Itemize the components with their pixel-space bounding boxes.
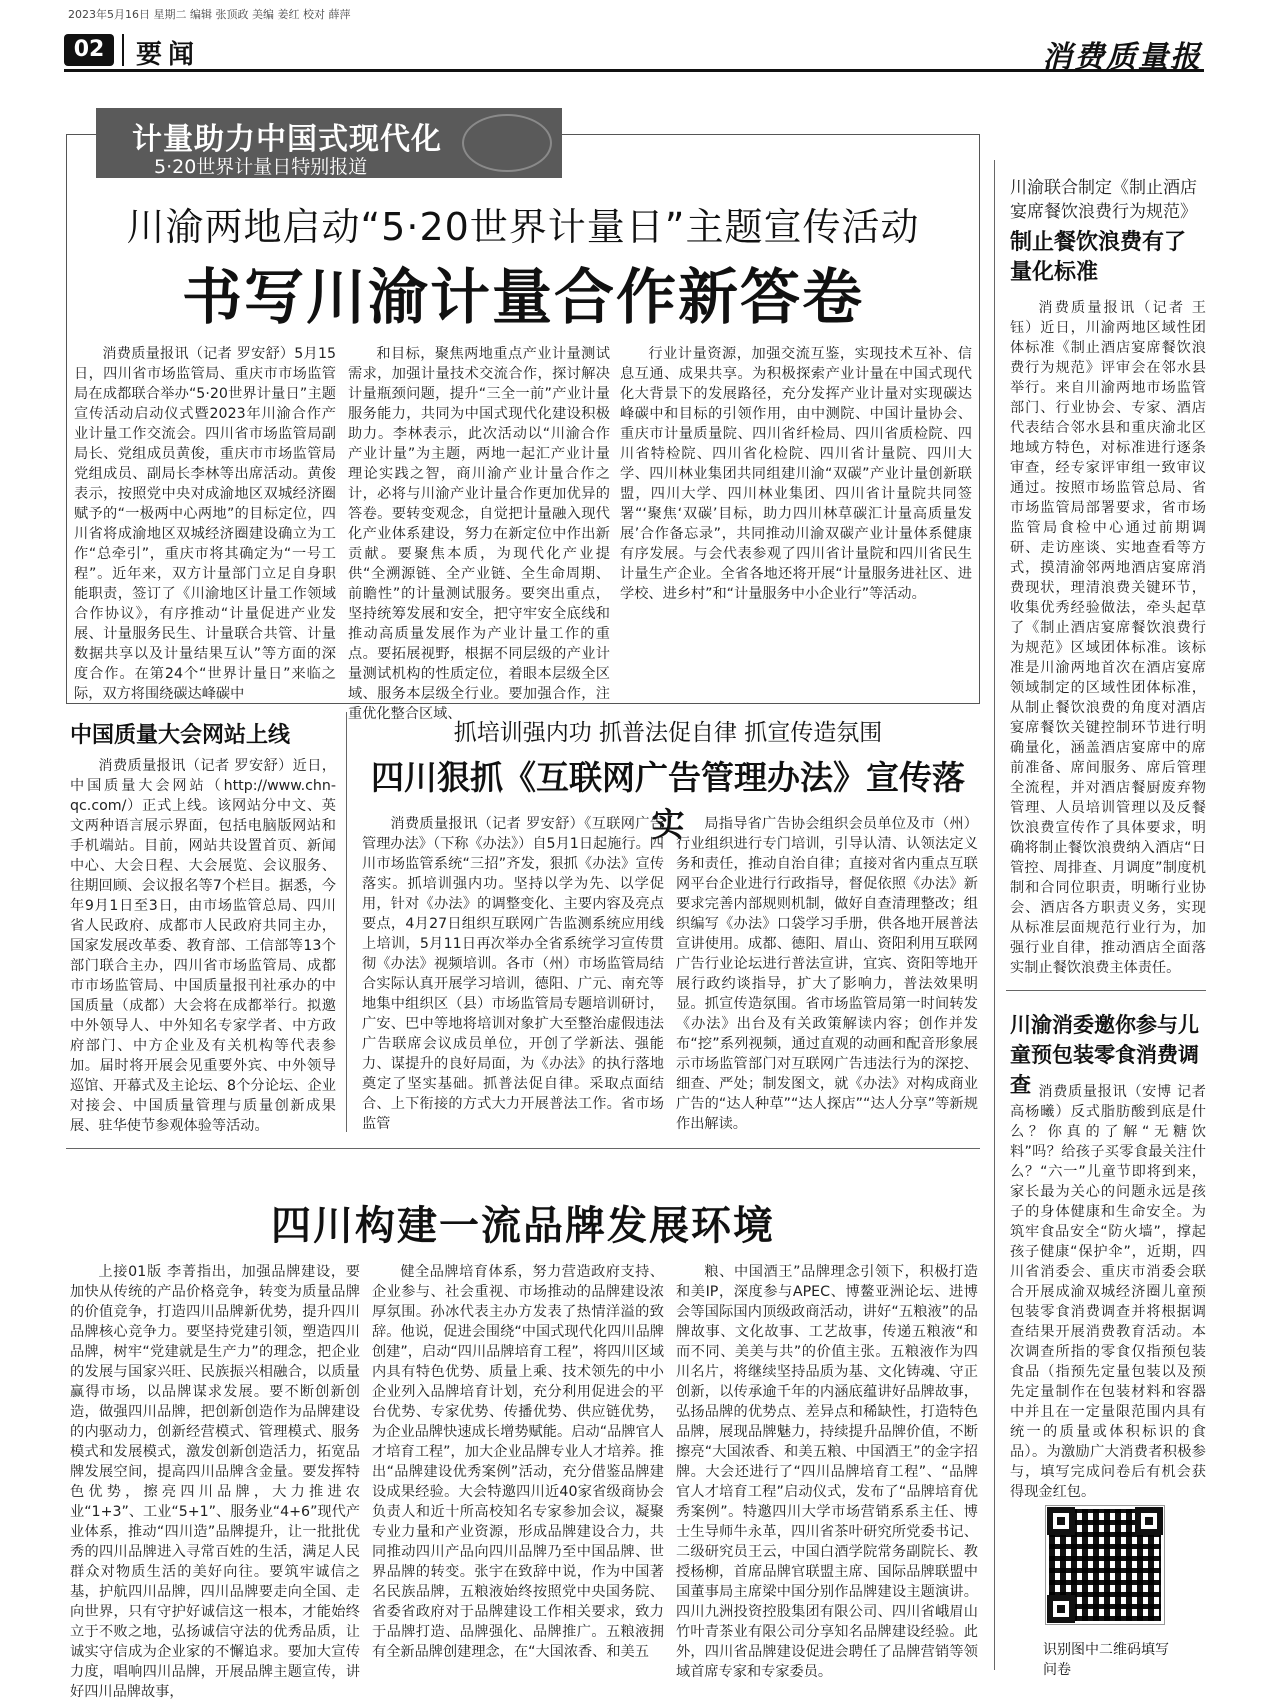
news-headline-quality-conference: 中国质量大会网站上线 — [70, 723, 291, 748]
brand-col1: 上接01版 李菁指出，加强品牌建设，要加快从传统的产品价格竞争，转变为质量品牌的价值竞争，打造四川品牌新优势，提升四川品牌核心竞争力。要坚持党建引领，塑造四川品牌，树牢“党建就是生产力”的理念，把企业的发展与国家兴旺、民族振兴相融合，以质量赢得市场，以品牌谋求发展。要不断创新创造，做强四川品牌，把创新创造作为品牌建设的内驱动力，创新经营模式、管理模式、服务模式和发展模式，激发创新创造活力，拓宽品牌发展空间，提高四川品牌含金量。要发挥特色优势，擦亮四川品牌，大力推进农业“1+3”、工业“5+1”、服务业“4+6”现代产业体系，推动“四川造”品牌提升，让一批批优秀的四川品牌进入寻常百姓的生活，满足人民群众对物质生活的美好向往。要筑牢诚信之基，护航四川品牌，四川品牌要走向全国、走向世界，只有守护好诚信这一根本，才能始终立于不败之地，弘扬诚信守法的优秀品质，让诚实守信成为企业家的不懈追求。要加大宣传力度，唱响四川品牌，开展品牌主题宣传，讲好四川品牌故事， — [70, 1264, 360, 1700]
lead-article-col3: 行业计量资源，加强交流互鉴，实现技术互补、信息互通、成果共享。为积极探索产业计量在中国式现代化大背景下的发展路径，充分发挥产业计量对实现碳达峰碳中和目标的引领作用，由中测院、中国计量协会、重庆市计量质量院、四川省纤检局、四川省质检院、四川省特检院、四川省化检院、四川省计量院、四川大学、四川林业集团共同组建川渝“双碳”产业计量创新联盟，四川大学、四川林业集团、四川省计量院共同签署“‘聚焦‘双碳’目标，助力四川林草碳汇计量高质量发展’合作备忘录”，共同推动川渝双碳产业计量体系健康有序发展。与会代表参观了四川省计量院和四川省民生计量生产企业。全省各地还将开展“计量服务进社区、进学校、进乡村”和“计量服务中小企业行”等活动。 — [620, 346, 972, 602]
newspaper-masthead: 消费质量报 — [1042, 40, 1202, 75]
banner-decoration-icon — [462, 114, 552, 172]
page-number: 02 — [64, 34, 114, 66]
news-body-quality-conference: 消费质量报讯（记者 罗安舒）近日，中国质量大会网站（http://www.chn-qc.com/）正式上线。该网站分中文、英文两种语言展示界面，包括电脑版网站和手机端站。目前，网站共设置首页、新闻中心、大会日程、大会展览、会议服务、往期回顾、会议报名等7个栏目。据悉，今年9月1日至3日，由市场监管总局、四川省人民政府、成都市人民政府共同主办，国家发展改革委、教育部、工信部等13个部门联合主办，四川省市场监管局、成都市市场监管局、中国质量报刊社承办的中国质量（成都）大会将在成都举行。拟邀中外领导人、中外知名专家学者、中方政府部门、中方企业及有关机构等代表参加。届时将开展会见重要外宾、中外领导巡馆、开幕式及主论坛、8个分论坛、企业对接会、中国质量管理与质量创新成果展、驻华使节参观体验等活动。 — [70, 758, 336, 1134]
lead-article-col2: 和目标，聚焦两地重点产业计量测试需求，加强计量技术交流合作，探讨解决计量瓶颈问题，提升“三全一前”产业计量服务能力，共同为中国式现代化建设积极助力。李林表示，此次活动以“川渝合作产业计量”为主题，两地一起汇产业计量理论实践之智，商川渝产业计量合作之计，必将与川渝产业计量合作更加优异的答卷。要转变观念，自觉把计量融入现代化产业体系建设，努力在新定位中作出新贡献。要聚焦本质，为现代化产业提供“全溯源链、全产业链、全生命周期、前瞻性”的计量测试服务。要突出重点，坚持统筹发展和安全，把守牢安全底线和推动高质量发展作为产业计量工作的重点。要拓展视野，根据不同层级的产业计量测试机构的性质定位，着眼本层级全区域、服务本层级全行业。要加强合作，注重优化整合区域、 — [348, 346, 610, 722]
side-article-body-2: 消费质量报讯（安博 记者 高杨曦）反式脂肪酸到底是什么？你真的了解“无糖饮料”吗？给孩子买零食最关注什么？“六一”儿童节即将到来，家长最为关心的问题永远是孩子的身体健康和生命安全。为筑牢食品安全“防火墙”，撑起孩子健康“保护伞”，近期，四川省消委会、重庆市消委会联合开展成渝双城经济圈儿童预包装零食消费调查并将根据调查结果开展消费教育活动。本次调查所指的零食仅指预包装食品（指预先定量包装以及预先定量制作在包装材料和容器中并且在一定量限范围内具有统一的质量或体积标识的食品）。为激励广大消费者积极参与，填写完成问卷后有机会获得现金红包。 — [1010, 1084, 1206, 1500]
brand-headline: 四川构建一流品牌发展环境 — [271, 1203, 775, 1249]
side-divider — [1006, 990, 1206, 991]
side-kicker: 川渝联合制定《制止酒店宴席餐饮浪费行为规范》 — [1010, 178, 1197, 222]
ad-law-kicker: 抓培训强内功 抓普法促自律 抓宣传造氛围 — [453, 720, 883, 746]
header-divider — [122, 34, 124, 66]
page-header — [64, 30, 1204, 75]
banner-subtitle: 5·20世界计量日特别报道 — [154, 156, 368, 178]
brand-col3: 粮、中国酒王”品牌理念引领下，积极打造和美IP，深度参与APEC、博鳌亚洲论坛、进博会等国际国内顶级政商活动，讲好“五粮液”的品牌故事、文化故事、工艺故事，传递五粮液“和而不同、美美与共”的价值主张。五粮液作为四川名片，将继续坚持品质为基、文化铸魂、守正创新，以传承逾千年的内涵底蕴讲好品牌故事，弘扬品牌的优势点、差异点和稀缺性，打造特色品牌，展现品牌魅力，持续提升品牌价值，不断擦亮“大国浓香、和美五粮、中国酒王”的金字招牌。大会还进行了“四川品牌培育工程”、“品牌官人才培育工程”启动仪式，发布了“品牌培育优秀案例”。特邀四川大学市场营销系系主任、博士生导师牛永革，四川省茶叶研究所党委书记、二级研究员王云，中国白酒学院常务副院长、教授杨柳，首席品牌官联盟主席、国际品牌联盟中国董事局主席梁中国分别作品牌建设主题演讲。四川九洲投资控股集团有限公司、四川省峨眉山竹叶青茶业有限公司分享知名品牌建设经验。此外，四川省品牌建设促进会聘任了品牌营销等领域首席专家和专家委员。 — [676, 1264, 978, 1680]
side-article-body: 消费质量报讯（记者 王钰）近日，川渝两地区域性团体标准《制止酒店宴席餐饮浪费行为规范》评审会在邻水县举行。来自川渝两地市场监管部门、行业协会、专家、酒店代表结合邻水县和重庆渝北区地域方特色，对标准进行逐条审查，经专家评审组一致审议通过。按照市场监管总局、省市场监管局部署要求，省市场监管局食检中心通过前期调研、走访座谈、实地查看等方式，摸清渝邻两地酒店宴席消费现状，理清浪费关键环节，收集优秀经验做法，牵头起草了《制止酒店宴席餐饮浪费行为规范》区域团体标准。该标准是川渝两地首次在酒店宴席领域制定的区域性团体标准，从制止餐饮浪费的角度对酒店宴席餐饮关键控制环节进行明确量化，涵盖酒店宴席中的席前准备、席间服务、席后管理全流程，并对酒店餐厨废弃物管理、人员培训管理以及反餐饮浪费宣传作了具体要求，明确将制止餐饮浪费纳入酒店“日管控、周排查、月调度”制度机制和合同位职责，明晰行业协会、酒店各方职责义务，实现从标准层面规范行业行为，加强行业自律，推动酒店全面落实制止餐饮浪费主体责任。 — [1010, 300, 1206, 976]
side-headline-2: 川渝消委邀你参与儿童预包装零食消费调查 — [1010, 1013, 1199, 1097]
qr-finder — [1047, 1507, 1075, 1535]
ad-law-headline: 四川狠抓《互联网广告管理办法》宣传落实 — [371, 758, 965, 844]
side-headline: 制止餐饮浪费有了量化标准 — [1010, 230, 1187, 285]
section-name: 要闻 — [136, 40, 201, 70]
qr-finder — [1135, 1507, 1163, 1535]
ad-law-col1: 消费质量报讯（记者 罗安舒）《互联网广告管理办法》（下称《办法》）自5月1日起施行。四川市场监管系统“三招”齐发，狠抓《办法》宣传落实。抓培训强内功。坚持以学为先、以学促用，针对《办法》的调整变化、主要内容及亮点要点，4月27日组织互联网广告监测系统应用线上培训，5月11日再次举办全省系统学习宣传贯彻《办法》视频培训。各市（州）市场监管局结合实际认真开展学习培训，德阳、广元、南充等地集中组织区（县）市场监管局专题培训研讨，广安、巴中等地将培训对象扩大至整治虚假违法广告联席会议成员单位，开创了学新法、强能力、谋提升的良好局面，为《办法》的执行落地奠定了坚实基础。抓普法促自律。采取点面结合、上下衔接的方式大力开展普法工作。省市场监管 — [362, 816, 664, 1132]
column-rule — [346, 712, 347, 1132]
brand-col2: 健全品牌培育体系，努力营造政府支持、企业参与、社会重视、市场推动的品牌建设浓厚氛围。孙冰代表主办方发表了热情洋溢的致辞。他说，促进会围绕“中国式现代化四川品牌创建”，启动“四川品牌培育工程”，将四川区域内具有特色优势、质量上乘、技术领先的中小企业列入品牌培育计划，充分利用促进会的平台优势、专家优势、传播优势、供应链优势，为企业品牌快速成长增势赋能。启动“品牌官人才培育工程”，加大企业品牌专业人才培养。推出“品牌建设优秀案例”活动，充分借鉴品牌建设成果经验。大会特邀四川近40家省级商协会负责人和近十所高校知名专家参加会议，凝聚专业力量和产业资源，形成品牌建设合力，共同推动四川产品向四川品牌乃至中国品牌、世界品牌的转变。张宇在致辞中说，作为中国著名民族品牌，五粮液始终按照党中央国务院、省委省政府对于品牌建设工作相关要求，致力于品牌打造、品牌强化、品牌推广。五粮液拥有全新品牌创建理念，在“大国浓香、和美五 — [372, 1264, 664, 1660]
special-report-banner — [96, 108, 562, 178]
lead-kicker: 川渝两地启动“5·20世界计量日”主题宣传活动 — [126, 205, 920, 249]
banner-title: 计量助力中国式现代化 — [132, 122, 442, 157]
ad-law-col2: 局指导省广告协会组织会员单位及市（州）行业组织进行专门培训，引导认清、认领法定义务和责任，推动自治自律；直接对省内重点互联网平台企业进行行政指导，督促依照《办法》新要求完善内部规则机制，做好自查清理整改；组织编写《办法》口袋学习手册，供各地开展普法宣讲使用。成都、德阳、眉山、资阳利用互联网广告行业论坛进行普法宣讲，宜宾、资阳等地开展行政约谈指导，扩大了影响力，普法效果明显。抓宣传造氛围。省市场监管局第一时间转发《办法》出台及有关政策解读内容；创作并发布“挖”系列视频，通过直观的动画和配音形象展示市场监管部门对互联网广告违法行为的深挖、细查、严处；制发图文，就《办法》对构成商业广告的“达人种草”“达人探店”“达人分享”等新规作出解读。 — [676, 816, 978, 1132]
section-divider — [66, 1148, 980, 1149]
lead-article-col1: 消费质量报讯（记者 罗安舒）5月15日，四川省市场监管局、重庆市市场监管局在成都联合举办“5·20世界计量日”主题宣传活动启动仪式暨2023年川渝合作产业计量工作交流会。四川省市场监管局副局长、党组成员黄俊，重庆市市场监管局党组成员、副局长李林等出席活动。黄俊表示，按照党中央对成渝地区双城经济圈赋予的“一极两中心两地”的目标定位，四川省将成渝地区双城经济圈建设确立为工作“总牵引”，重庆市将其确定为“一号工程”。近年来，双方计量部门立足自身职能职责，签订了《川渝地区计量工作领域合作协议》，有序推动“计量促进产业发展、计量服务民生、计量联合共管、计量数据共享以及计量结果互认”等方面的深度合作。在第24个“世界计量日”来临之际，双方将围绕碳达峰碳中 — [74, 346, 336, 702]
column-rule — [994, 160, 995, 1670]
dateline: 2023年5月16日 星期二 编辑 张顶政 美编 姜红 校对 薛萍 — [68, 8, 351, 21]
qr-code[interactable] — [1046, 1506, 1164, 1624]
lead-headline: 书写川渝计量合作新答卷 — [182, 263, 864, 333]
qr-finder — [1047, 1595, 1075, 1623]
qr-caption: 识别图中二维码填写问卷 — [1043, 1642, 1169, 1678]
